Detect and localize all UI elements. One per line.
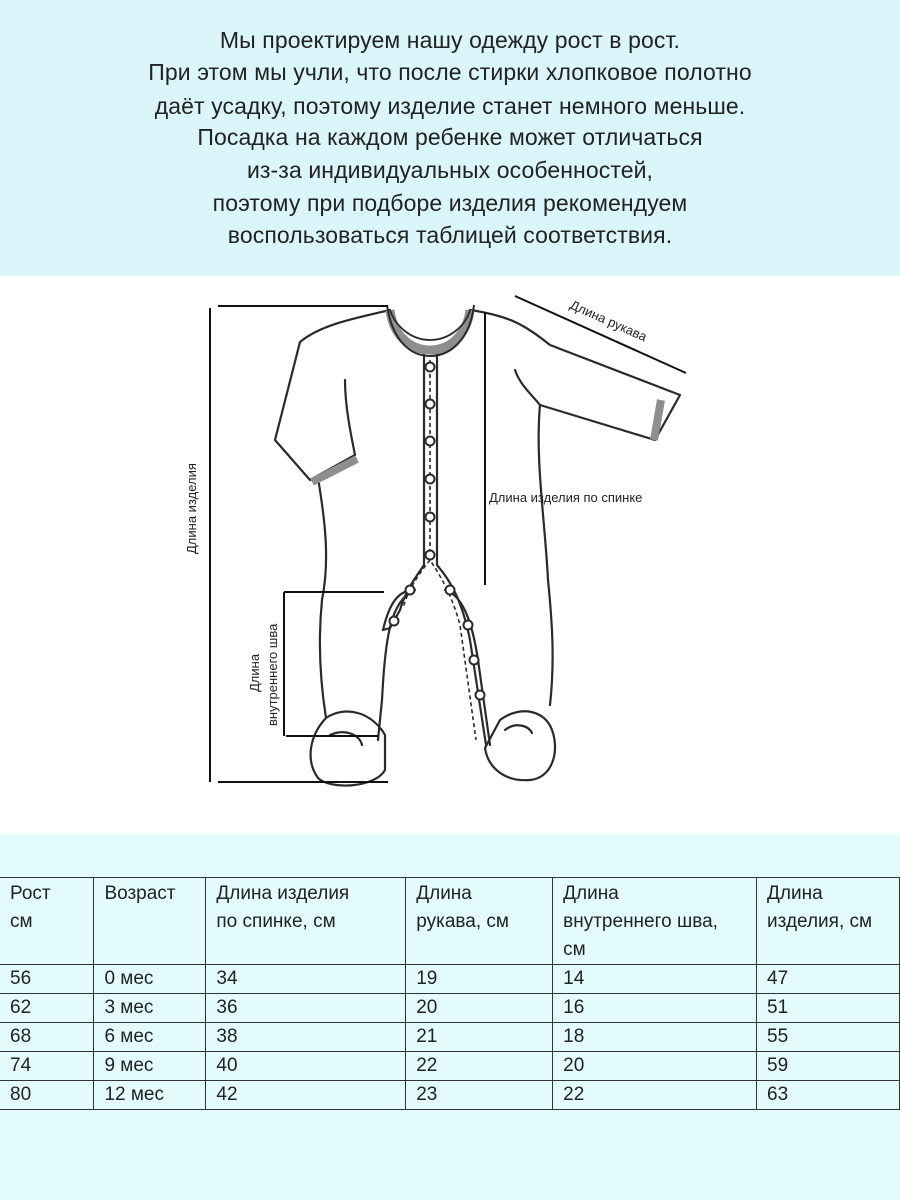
- intro-line: Мы проектируем нашу одежду рост в рост.: [219, 27, 681, 53]
- snap-button: [426, 363, 435, 372]
- snap-button: [470, 656, 479, 665]
- cell-total-length: 63: [757, 1081, 900, 1110]
- sleeve-length-line: [515, 296, 686, 373]
- cell-back-length: 36: [206, 994, 406, 1023]
- snap-button: [390, 617, 399, 626]
- cell-age: 9 мес: [94, 1052, 206, 1081]
- table-row: [0, 994, 900, 1023]
- snap-button: [406, 586, 415, 595]
- cell-age: 3 мес: [94, 994, 206, 1023]
- cell-height: 62: [0, 994, 94, 1023]
- table-row: [0, 1052, 900, 1081]
- intro-line: из-за индивидуальных особенностей,: [246, 157, 654, 183]
- cell-total-length: 55: [757, 1023, 900, 1052]
- intro-line: Посадка на каждом ребенке может отличаться: [197, 124, 703, 150]
- header-inseam-length: Длина внутреннего шва, см: [553, 878, 757, 965]
- cell-sleeve-length: 20: [406, 994, 553, 1023]
- label-back-length: Длина изделия по спинке: [489, 490, 643, 505]
- table-row: [0, 1023, 900, 1052]
- intro-text: [0, 0, 900, 276]
- left-cuff: [312, 459, 357, 482]
- snap-button: [426, 551, 435, 560]
- cell-sleeve-length: 21: [406, 1023, 553, 1052]
- cell-height: 68: [0, 1023, 94, 1052]
- cell-age: 6 мес: [94, 1023, 206, 1052]
- cell-total-length: 51: [757, 994, 900, 1023]
- right-cuff: [654, 400, 661, 440]
- cell-back-length: 34: [206, 965, 406, 994]
- snap-button: [426, 475, 435, 484]
- intro-line: воспользоваться таблицей соответствия.: [227, 222, 673, 248]
- cell-inseam-length: 14: [553, 965, 757, 994]
- left-foot: [311, 712, 385, 786]
- sleepsuit-illustration: [0, 276, 900, 834]
- header-height: Рост см: [0, 878, 94, 965]
- right-foot: [485, 711, 555, 780]
- cell-age: 12 мес: [94, 1081, 206, 1110]
- size-table: [0, 877, 900, 1110]
- cell-back-length: 42: [206, 1081, 406, 1110]
- label-total-length: Длина изделия: [184, 463, 199, 554]
- crotch-stitching: [403, 560, 430, 608]
- body-left-outline: [318, 478, 326, 718]
- snap-button: [426, 400, 435, 409]
- left-leg-inner: [378, 590, 415, 740]
- cell-inseam-length: 16: [553, 994, 757, 1023]
- header-sleeve-length: Длина рукава, см: [406, 878, 553, 965]
- header-back-length: Длина изделия по спинке, см: [206, 878, 406, 965]
- left-sleeve: [275, 310, 390, 480]
- table-row: [0, 965, 900, 994]
- cell-inseam-length: 20: [553, 1052, 757, 1081]
- cell-inseam-length: 18: [553, 1023, 757, 1052]
- table-header-row: [0, 878, 900, 965]
- label-sleeve-length: Длина рукава: [567, 297, 650, 345]
- intro-line: При этом мы учли, что после стирки хлопковое полотно: [148, 59, 752, 85]
- cell-back-length: 38: [206, 1023, 406, 1052]
- header-total-length: Длина изделия, см: [757, 878, 900, 965]
- measurement-diagram: [0, 276, 900, 834]
- cell-inseam-length: 22: [553, 1081, 757, 1110]
- placket-right-edge: [437, 352, 486, 745]
- snap-button: [446, 586, 455, 595]
- header-age: Возраст: [94, 878, 206, 965]
- label-inseam-line1: Длина: [247, 653, 262, 692]
- snap-button: [426, 437, 435, 446]
- snap-button: [476, 691, 485, 700]
- left-foot-seam: [330, 732, 362, 745]
- snap-button: [426, 513, 435, 522]
- cell-height: 74: [0, 1052, 94, 1081]
- cell-sleeve-length: 22: [406, 1052, 553, 1081]
- snap-button: [464, 621, 473, 630]
- cell-total-length: 47: [757, 965, 900, 994]
- placket-left-edge: [400, 352, 424, 610]
- intro-line: поэтому при подборе изделия рекомендуем: [212, 190, 688, 216]
- cell-sleeve-length: 23: [406, 1081, 553, 1110]
- label-inseam-line2: внутреннего шва: [265, 623, 280, 726]
- cell-sleeve-length: 19: [406, 965, 553, 994]
- body-right-outline: [539, 405, 553, 705]
- table-row: [0, 1081, 900, 1110]
- right-foot-seam: [505, 725, 532, 733]
- intro-line: даёт усадку, поэтому изделие станет немного меньше.: [154, 93, 746, 119]
- cell-back-length: 40: [206, 1052, 406, 1081]
- cell-total-length: 59: [757, 1052, 900, 1081]
- cell-height: 80: [0, 1081, 94, 1110]
- cell-age: 0 мес: [94, 965, 206, 994]
- cell-height: 56: [0, 965, 94, 994]
